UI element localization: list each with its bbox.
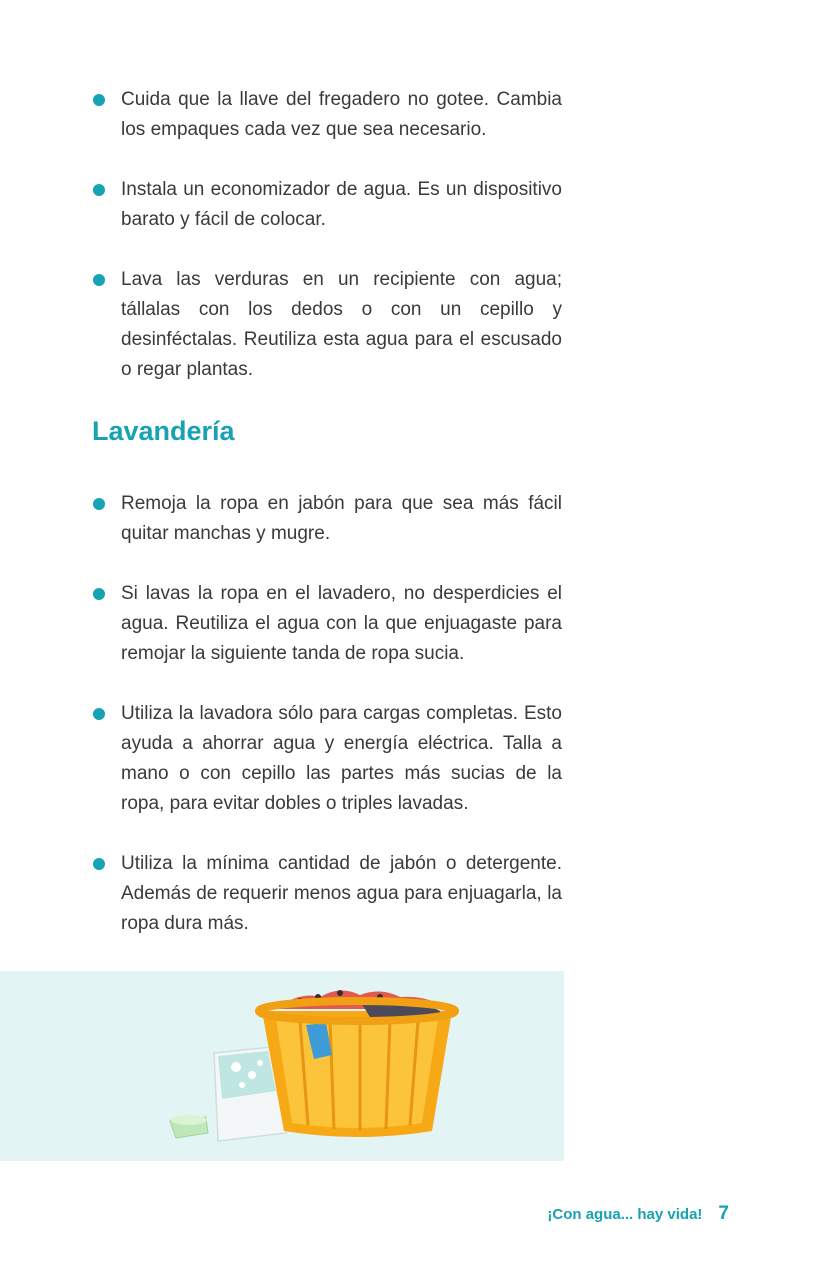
list-item-text: Instala un economizador de agua. Es un dispositivo barato y fácil de colocar. (121, 179, 562, 230)
list-item (92, 579, 562, 669)
laundry-illustration-banner (0, 971, 564, 1161)
list-item (92, 85, 562, 145)
bullet-icon (93, 94, 105, 106)
page-footer (547, 1203, 729, 1225)
laundry-basket-icon (259, 990, 455, 1137)
list-item-text: Si lavas la ropa en el lavadero, no desperdicies el agua. Reutiliza el agua con la que enjuagaste para remojar la siguiente tanda de ropa sucia. (121, 583, 562, 664)
bullet-icon (93, 274, 105, 286)
bullet-icon (93, 858, 105, 870)
section-heading-lavanderia: Lavandería (92, 416, 235, 446)
list-item-text: Cuida que la llave del fregadero no gotee. Cambia los empaques cada vez que sea necesario. (121, 89, 562, 140)
bullet-icon (93, 498, 105, 510)
list-item (92, 489, 562, 549)
page-number: 7 (718, 1203, 729, 1224)
list-item-text: Utiliza la lavadora sólo para cargas completas. Esto ayuda a ahorrar agua y energía eléctrica. Talla a mano o con cepillo las partes más sucias de la ropa, para evitar dobles o triples lavadas. (121, 703, 562, 814)
list-item-text: Lava las verduras en un recipiente con agua; tállalas con los dedos o con un cepillo y desinféctalas. Reutiliza esta agua para el escusado o regar plantas. (121, 269, 562, 380)
list-item (92, 699, 562, 819)
list-item-text: Remoja la ropa en jabón para que sea más fácil quitar manchas y mugre. (121, 493, 562, 544)
list-item (92, 849, 562, 939)
bullet-icon (93, 184, 105, 196)
laundry-tips-list (92, 489, 562, 969)
list-item-text: Utiliza la mínima cantidad de jabón o detergente. Además de requerir menos agua para enjuagarla, la ropa dura más. (121, 853, 562, 934)
list-item (92, 265, 562, 385)
footer-title: ¡Con agua... hay vida! (547, 1206, 703, 1223)
bullet-icon (93, 588, 105, 600)
list-item (92, 175, 562, 235)
bullet-icon (93, 708, 105, 720)
laundry-basket-illustration (0, 971, 564, 1161)
soap-dish-icon (170, 1115, 208, 1138)
kitchen-tips-list (92, 85, 562, 415)
